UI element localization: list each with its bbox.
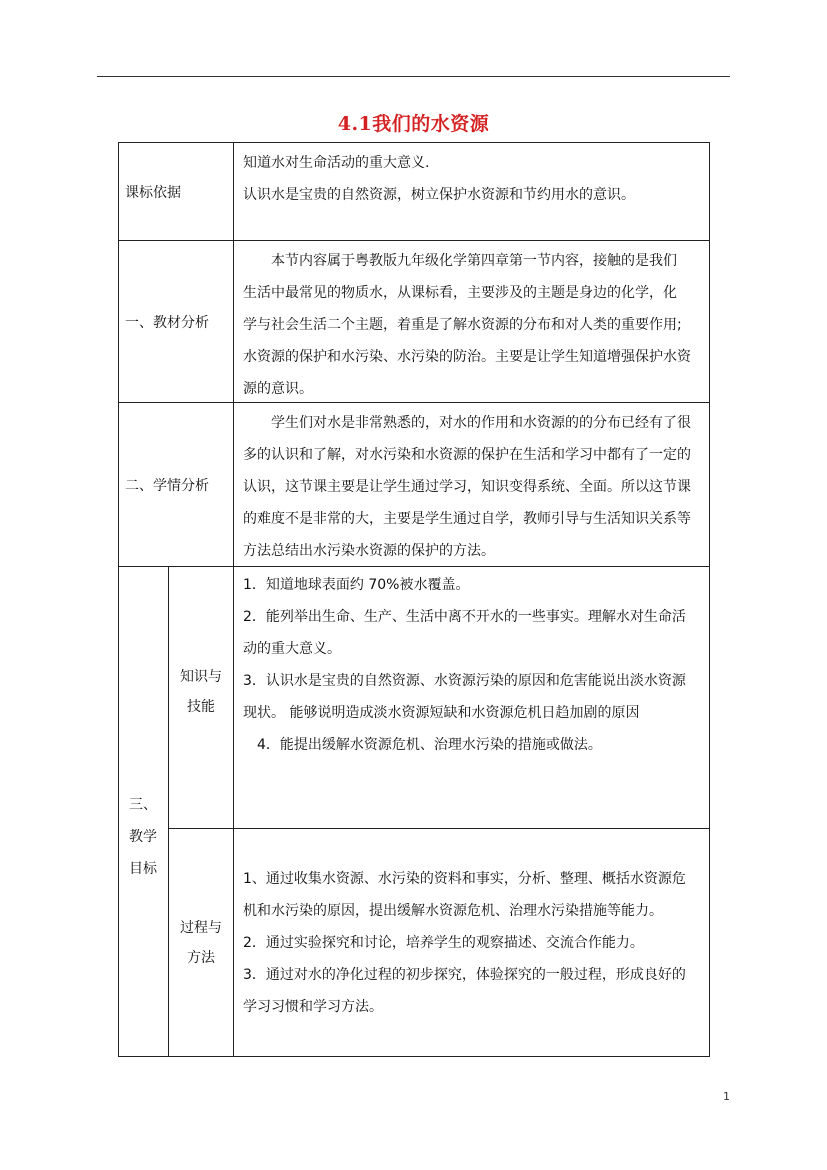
textbook-line: 学与社会生活二个主题，着重是了解水资源的分布和对人类的重要作用; (243, 317, 682, 333)
process-line: 3．通过对水的净化过程的初步探究，体验探究的一般过程，形成良好的 (243, 967, 686, 983)
process-label-line: 过程与 (180, 919, 222, 936)
objectives-label-line: 三、 (129, 796, 157, 813)
textbook-label: 一、教材分析 (125, 314, 209, 331)
objectives-label-line: 目标 (129, 860, 157, 877)
sub-label-process (168, 828, 234, 1057)
process-label-line: 方法 (187, 949, 215, 966)
students-line: 学生们对水是非常熟悉的，对水的作用和水资源的的分布已经有了很 (271, 415, 691, 431)
student-analysis-content (233, 402, 710, 567)
row-label-textbook (118, 240, 234, 403)
objectives-label-line: 教学 (129, 828, 157, 845)
process-content (233, 828, 710, 1057)
knowledge-content (233, 566, 710, 829)
knowledge-line: 3．认识水是宝贵的自然资源、水资源污染的原因和危害能说出淡水资源 (243, 673, 686, 689)
row-label-students (118, 402, 234, 567)
knowledge-line: 1．知道地球表面约 70%被水覆盖。 (243, 577, 470, 593)
students-line: 认识，这节课主要是让学生通过学习，知识变得系统、全面。所以这节课 (243, 479, 691, 495)
standards-content (233, 142, 710, 241)
process-line: 1、通过收集水资源、水污染的资料和事实，分析、整理、概括水资源危 (243, 871, 686, 887)
knowledge-label-line: 技能 (187, 698, 215, 715)
students-line: 多的认识和了解，对水污染和水资源的保护在生活和学习中都有了一定的 (243, 447, 691, 463)
page-title: 4.1我们的水资源 (337, 113, 490, 135)
process-line: 2．通过实验探究和讨论，培养学生的观察描述、交流合作能力。 (243, 935, 644, 951)
header-rule (97, 76, 730, 77)
process-line: 学习习惯和学习方法。 (243, 999, 383, 1015)
knowledge-line: 动的重大意义。 (243, 641, 341, 657)
students-line: 方法总结出水污染水资源的保护的方法。 (243, 543, 495, 559)
knowledge-line: 现状。 能够说明造成淡水资源短缺和水资源危机日趋加剧的原因 (243, 705, 640, 721)
sub-label-knowledge (168, 566, 234, 829)
textbook-line: 生活中最常见的物质水，从课标看，主要涉及的主题是身边的化学，化 (243, 285, 677, 301)
students-label: 二、学情分析 (125, 477, 209, 494)
textbook-line: 本节内容属于粤教版九年级化学第四章第一节内容，接触的是我们 (271, 253, 677, 269)
page-number: 1 (723, 1090, 730, 1103)
knowledge-line: 4．能提出缓解水资源危机、治理水污染的措施或做法。 (257, 737, 602, 753)
standards-line: 认识水是宝贵的自然资源，树立保护水资源和节约用水的意识。 (243, 187, 635, 203)
standards-label: 课标依据 (125, 184, 181, 201)
textbook-analysis-content (233, 240, 710, 403)
row-label-standards (118, 142, 234, 241)
standards-line: 知道水对生命活动的重大意义. (243, 155, 430, 171)
knowledge-line: 2．能列举出生命、生产、生活中离不开水的一些事实。理解水对生命活 (243, 609, 686, 625)
students-line: 的难度不是非常的大，主要是学生通过自学，教师引导与生活知识关系等 (243, 511, 691, 527)
row-label-objectives (118, 566, 169, 1057)
textbook-line: 水资源的保护和水污染、水污染的防治。主要是让学生知道增强保护水资 (243, 349, 691, 365)
textbook-line: 源的意识。 (243, 381, 313, 397)
process-line: 机和水污染的原因，提出缓解水资源危机、治理水污染措施等能力。 (243, 903, 663, 919)
lesson-plan-table (118, 142, 710, 1057)
knowledge-label-line: 知识与 (180, 668, 222, 685)
